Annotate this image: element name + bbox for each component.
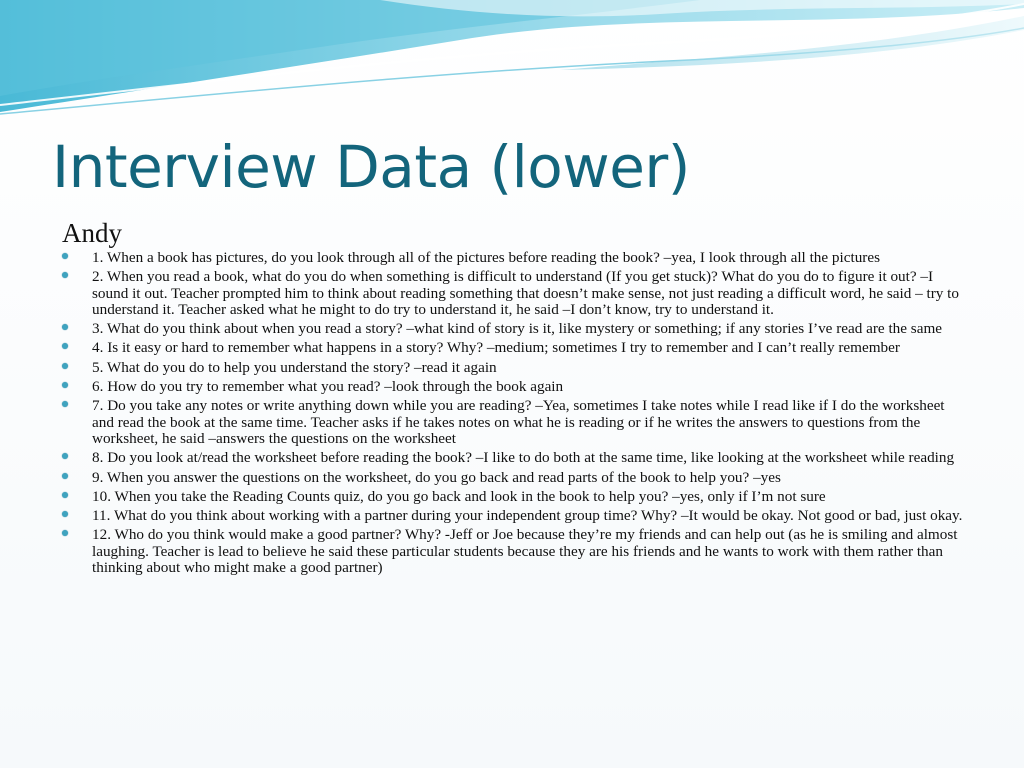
list-item-text: 4. Is it easy or hard to remember what happens in a story? Why? –medium; sometimes I try to remember and I can’t really remember xyxy=(92,339,900,357)
list-item xyxy=(62,250,967,266)
bullet-icon xyxy=(62,363,68,369)
list-item-text: 1. When a book has pictures, do you look through all of the pictures before reading the book? –yea, I look through all the pictures xyxy=(92,249,880,266)
list-item xyxy=(62,470,967,486)
list-item-text: 6. How do you try to remember what you read? –look through the book again xyxy=(92,378,564,396)
list-item xyxy=(62,360,967,376)
bullet-icon xyxy=(62,453,68,459)
list-item xyxy=(62,527,967,576)
interview-question-list xyxy=(62,250,967,579)
bullet-icon xyxy=(62,272,68,278)
list-item xyxy=(62,340,967,356)
list-item-text: 5. What do you do to help you understand the story? –read it again xyxy=(92,358,497,376)
bullet-icon xyxy=(62,511,68,517)
list-item-text: 12. Who do you think would make a good partner? Why? -Jeff or Joe because they’re my friends and can help out (as he is smiling and almost laughing. Teacher is lead to believe he said these particular students because they are his friends and he wants to work with them rather than thinking about who might make a good partner) xyxy=(92,526,958,577)
bullet-icon xyxy=(62,382,68,388)
list-item-text: 8. Do you look at/read the worksheet before reading the book? –I like to do both at the same time, like looking at the worksheet while reading xyxy=(92,449,955,467)
list-item xyxy=(62,508,967,524)
bullet-icon xyxy=(62,343,68,349)
bullet-icon xyxy=(62,473,68,479)
bullet-icon xyxy=(62,324,68,330)
list-item xyxy=(62,489,967,505)
list-item-text: 3. What do you think about when you read a story? –what kind of story is it, like mystery or something; if any stories I’ve read are the same xyxy=(92,320,943,338)
list-item xyxy=(62,269,967,318)
list-item-text: 7. Do you take any notes or write anything down while you are reading? –Yea, sometimes I take notes while I read like if I do the worksheet and read the book at the same time. Teacher asks if he takes notes on what he is reading or if he writes the answers to questions from the worksheet, he said –answers the questions on the worksheet xyxy=(92,397,945,447)
interviewee-name: Andy xyxy=(62,218,122,248)
list-item xyxy=(62,398,967,447)
list-item-text: 2. When you read a book, what do you do when something is difficult to understand (If you get stuck)? What do you do to figure it out? –I sound it out. Teacher prompted him to think about reading something that doesn’t make sense, not just reading a difficult word, he said – try to understand it. Teacher asked what he might to do try to understand it, he said –I don’t know, try to understand it. xyxy=(92,268,959,318)
bullet-icon xyxy=(62,253,68,259)
decorative-wave-banner xyxy=(0,0,1024,120)
list-item-text: 10. When you take the Reading Counts quiz, do you go back and look in the book to help you? –yes, only if I’m not sure xyxy=(92,487,826,505)
list-item-text: 9. When you answer the questions on the worksheet, do you go back and read parts of the book to help you? –yes xyxy=(92,468,781,486)
bullet-icon xyxy=(62,401,68,407)
bullet-icon xyxy=(62,492,68,498)
list-item xyxy=(62,450,967,466)
bullet-icon xyxy=(62,530,68,536)
list-item xyxy=(62,379,967,395)
list-item-text: 11. What do you think about working with a partner during your independent group time? Why? –It would be okay. Not good or bad, just okay. xyxy=(92,507,963,525)
slide-title: Interview Data (lower) xyxy=(52,133,690,201)
list-item xyxy=(62,321,967,337)
